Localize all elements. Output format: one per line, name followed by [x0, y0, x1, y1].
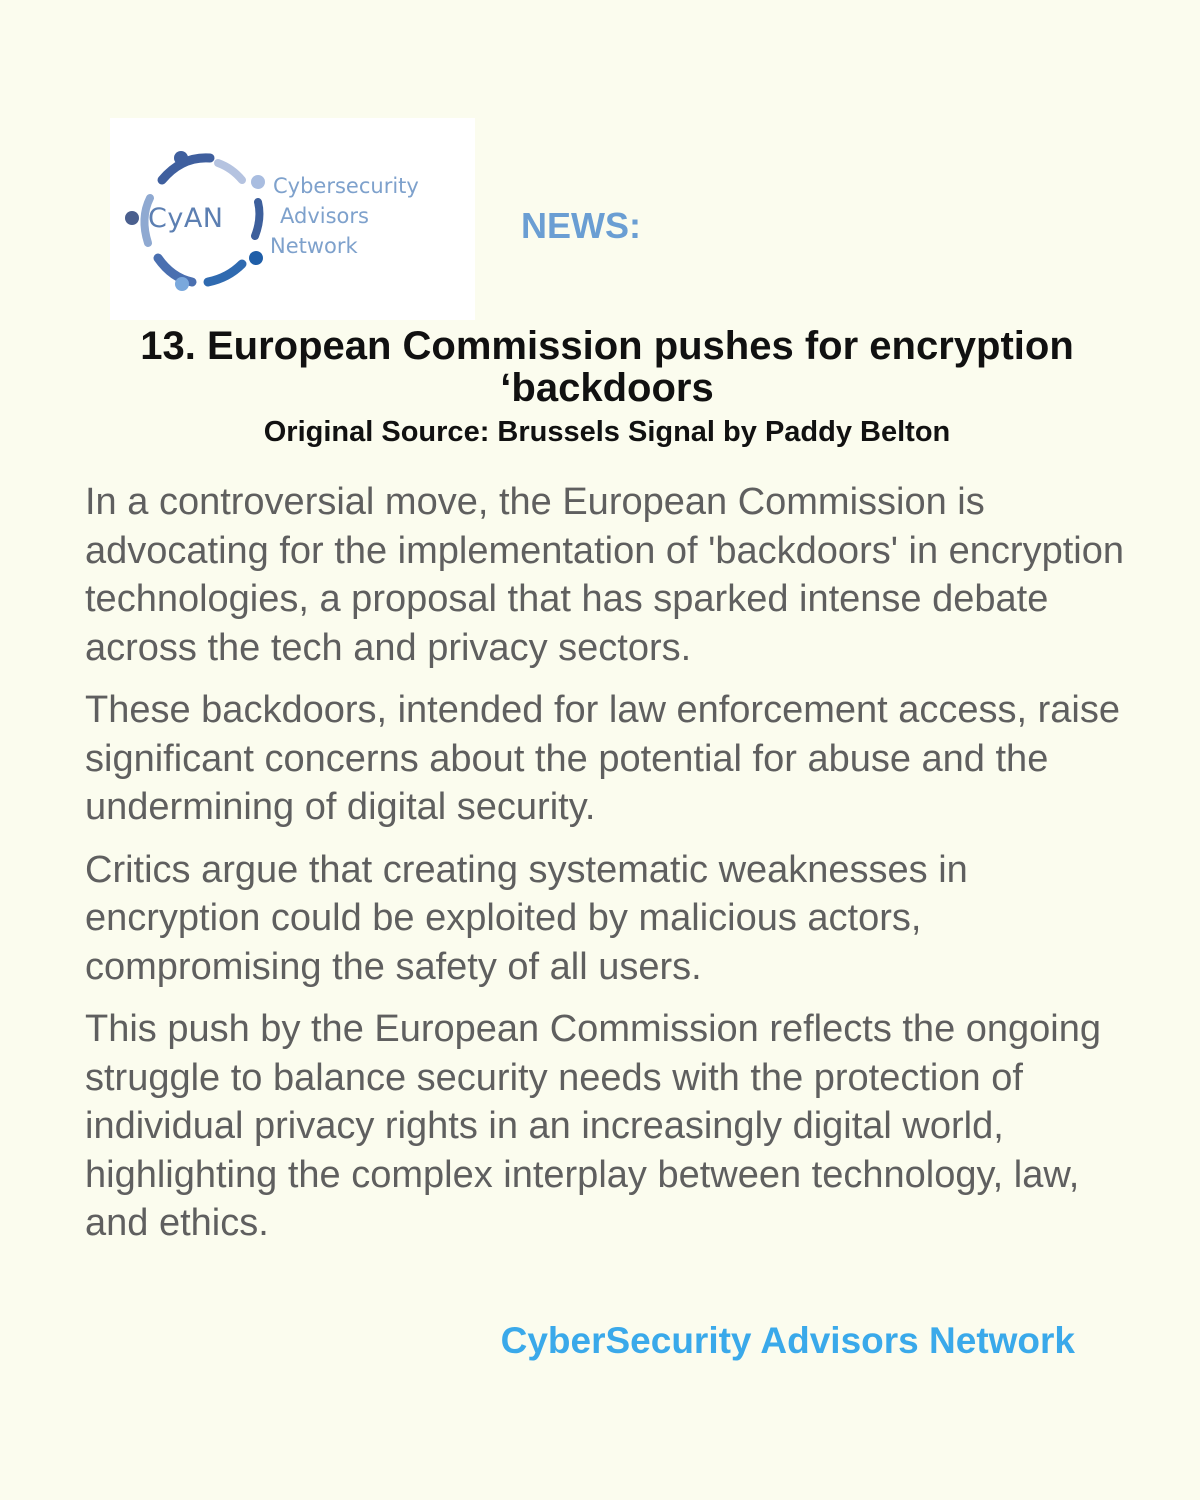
source-line: Original Source: Brussels Signal by Paddy Belton	[263, 416, 951, 448]
paragraph-4: This push by the European Commission reflects the ongoing struggle to balance security needs with the protection of individual privacy rights in an increasingly digital world, highlighting the complex interplay between technology, law, and ethics.	[85, 1008, 1101, 1244]
paragraph-2: These backdoors, intended for law enforcement access, raise significant concerns about the potential for abuse and the undermining of digital security.	[85, 689, 1120, 828]
paragraph-1: In a controversial move, the European Commission is advocating for the implementation of 'backdoors' in encryption technologies, a proposal that has sparked intense debate across the tech and privacy sectors.	[85, 481, 1124, 669]
cyan-logo	[110, 118, 475, 320]
article-body	[85, 478, 1145, 1262]
logo-line-3: Network	[270, 234, 358, 258]
logo-line-2: Advisors	[280, 204, 369, 228]
logo-line-1: Cybersecurity	[273, 174, 419, 198]
news-label: NEWS:	[521, 205, 641, 246]
headline: 13. European Commission pushes for encryption ‘backdoors	[140, 324, 1074, 410]
logo-abbr: CyAN	[148, 203, 224, 234]
footer-brand: CyberSecurity Advisors Network	[500, 1320, 1075, 1361]
paragraph-3: Critics argue that creating systematic weaknesses in encryption could be exploited by malicious actors, compromising the safety of all users.	[85, 848, 968, 988]
